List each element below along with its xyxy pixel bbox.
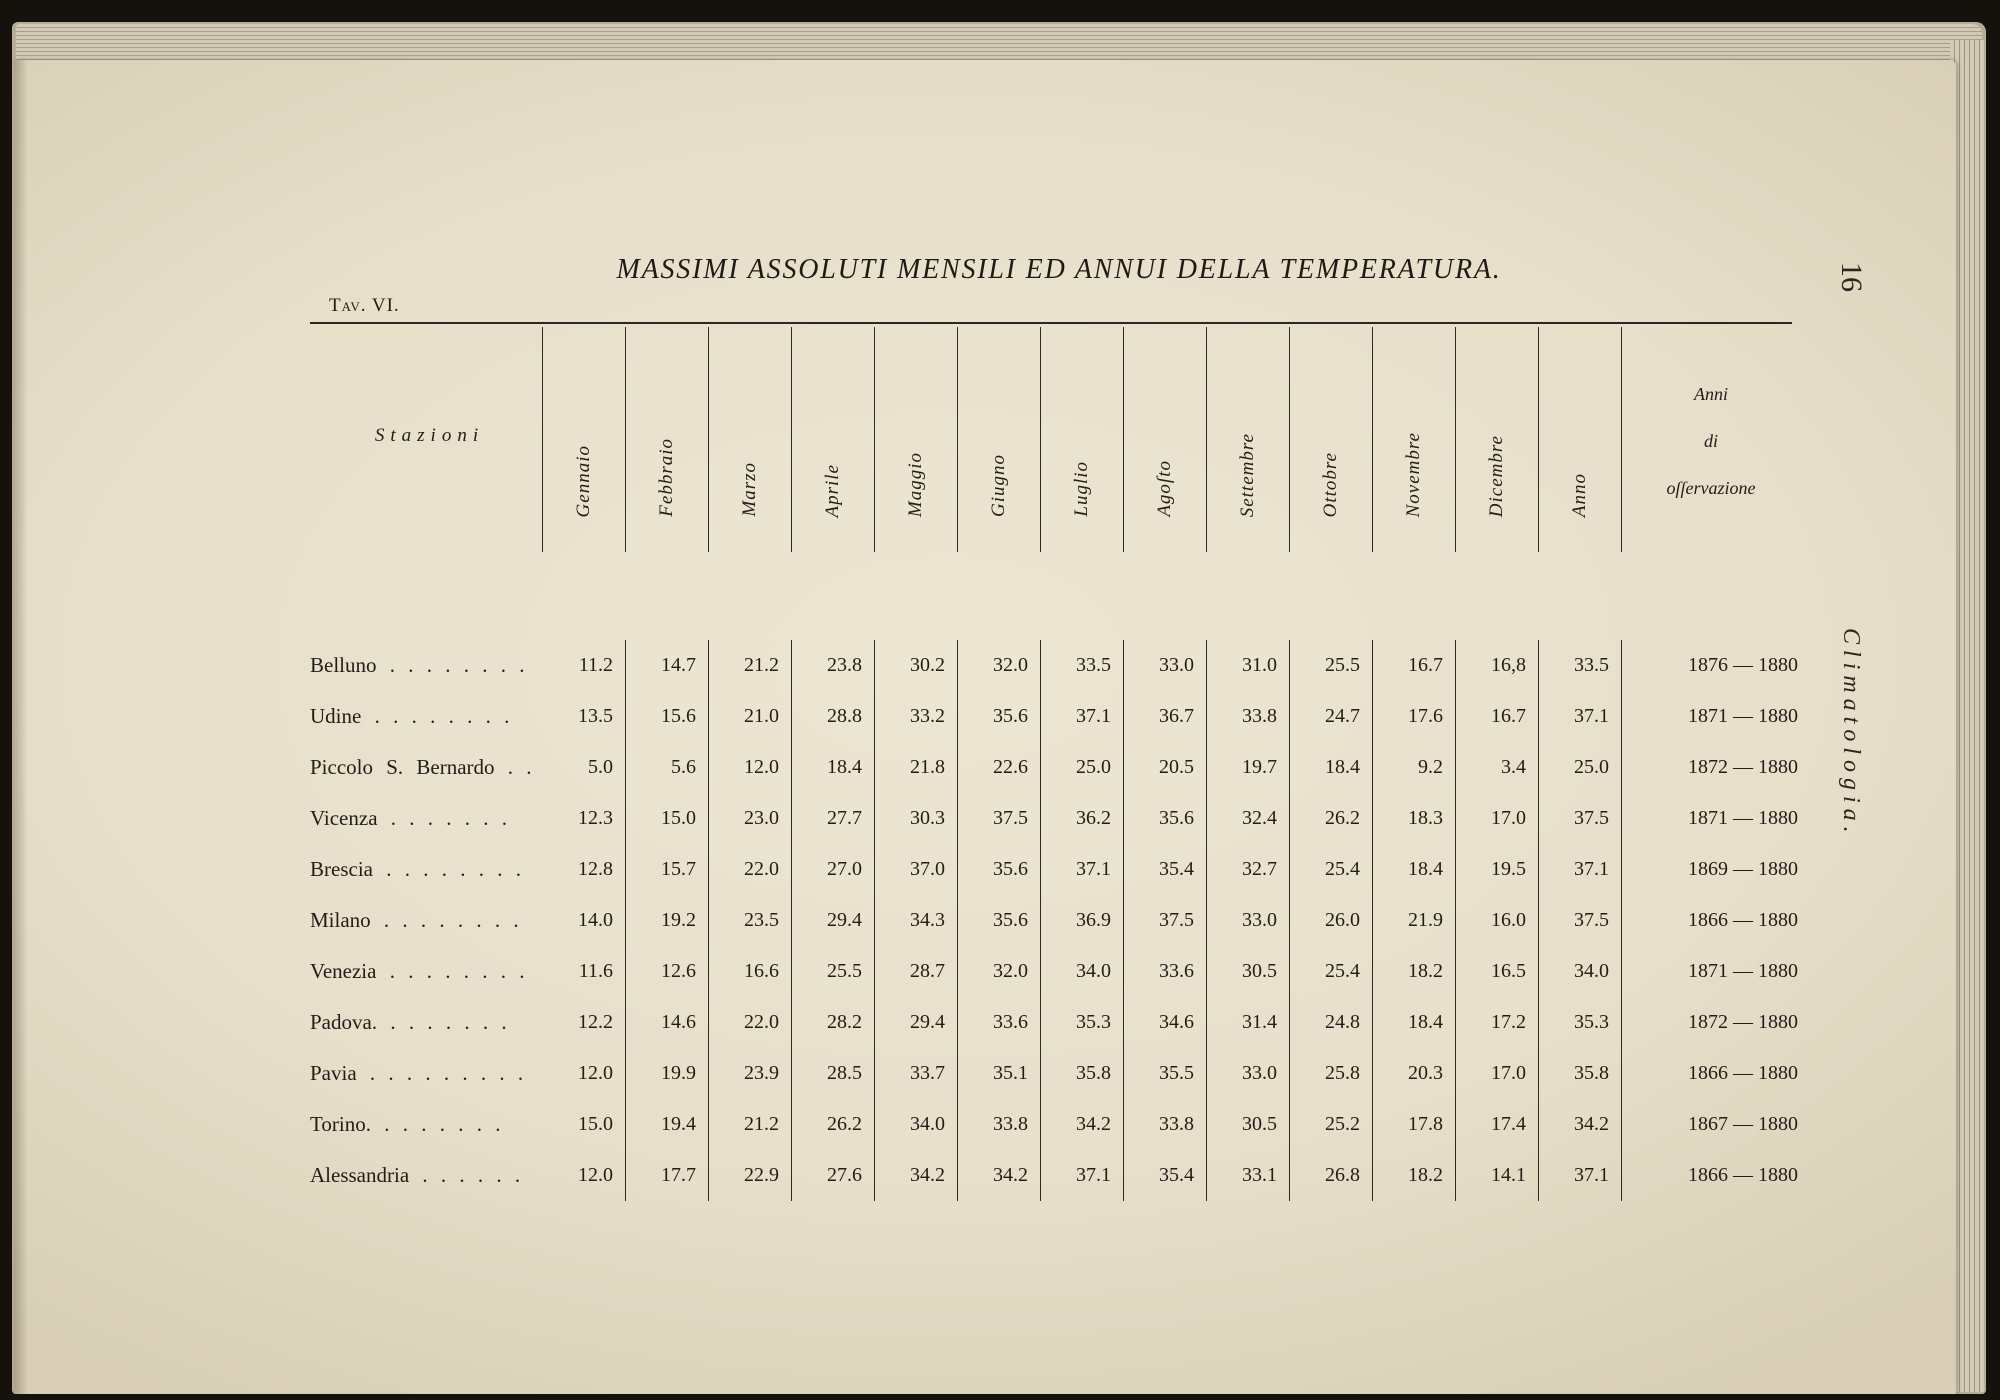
cell-febbraio: 19.4	[626, 1099, 709, 1150]
cell-gennaio: 13.5	[543, 691, 626, 742]
cell-giugno: 37.5	[958, 793, 1041, 844]
column-header-label: Giugno	[988, 454, 1009, 517]
cell-novembre: 20.3	[1373, 1048, 1456, 1099]
cell-maggio: 21.8	[875, 742, 958, 793]
cell-marzo: 22.0	[709, 844, 792, 895]
cell-ottobre: 25.4	[1290, 844, 1373, 895]
table-row	[310, 1150, 1800, 1201]
cell-febbraio: 12.6	[626, 946, 709, 997]
cell-gennaio: 15.0	[543, 1099, 626, 1150]
cell-dicembre: 17.4	[1456, 1099, 1539, 1150]
cell-ottobre: 24.8	[1290, 997, 1373, 1048]
cell-marzo: 23.9	[709, 1048, 792, 1099]
cell-settembre: 33.0	[1207, 895, 1290, 946]
cell-giugno: 35.1	[958, 1048, 1041, 1099]
cell-anno: 35.3	[1539, 997, 1622, 1048]
cell-luglio: 25.0	[1041, 742, 1124, 793]
table-row	[310, 895, 1800, 946]
cell-anno: 34.2	[1539, 1099, 1622, 1150]
column-header-giugno	[958, 327, 1041, 552]
table-row	[310, 691, 1800, 742]
cell-ottobre: 24.7	[1290, 691, 1373, 742]
years-header-line-1: Anni	[1694, 384, 1728, 404]
cell-dicembre: 3.4	[1456, 742, 1539, 793]
observation-years: 1866 — 1880	[1688, 909, 1798, 931]
cell-giugno: 35.6	[958, 895, 1041, 946]
cell-settembre: 32.4	[1207, 793, 1290, 844]
cell-dicembre: 17.2	[1456, 997, 1539, 1048]
table-row	[310, 1099, 1800, 1150]
cell-giugno: 22.6	[958, 742, 1041, 793]
cell-marzo: 21.2	[709, 640, 792, 691]
cell-aprile: 28.8	[792, 691, 875, 742]
cell-ottobre: 25.5	[1290, 640, 1373, 691]
observation-years: 1872 — 1880	[1688, 1011, 1798, 1033]
cell-novembre: 21.9	[1373, 895, 1456, 946]
cell-agosto: 34.6	[1124, 997, 1207, 1048]
cell-febbraio: 17.7	[626, 1150, 709, 1201]
column-header-settembre	[1207, 327, 1290, 552]
station-name: Torino. . . . . . . .	[310, 1112, 501, 1136]
cell-agosto: 35.6	[1124, 793, 1207, 844]
column-header-label: Luglio	[1071, 461, 1092, 517]
cell-anno: 37.1	[1539, 691, 1622, 742]
cell-maggio: 29.4	[875, 997, 958, 1048]
cell-dicembre: 17.0	[1456, 793, 1539, 844]
cell-luglio: 36.9	[1041, 895, 1124, 946]
table-row	[310, 844, 1800, 895]
cell-settembre: 30.5	[1207, 946, 1290, 997]
station-name: Milano . . . . . . . .	[310, 908, 519, 932]
cell-giugno: 33.6	[958, 997, 1041, 1048]
cell-dicembre: 16.7	[1456, 691, 1539, 742]
cell-novembre: 16.7	[1373, 640, 1456, 691]
cell-gennaio: 12.3	[543, 793, 626, 844]
years-header-line-2: di	[1703, 431, 1718, 451]
cell-novembre: 18.2	[1373, 946, 1456, 997]
cell-settembre: 33.0	[1207, 1048, 1290, 1099]
column-header-febbraio	[626, 327, 709, 552]
cell-anno: 37.1	[1539, 1150, 1622, 1201]
station-name: Belluno . . . . . . . .	[310, 653, 525, 677]
cell-luglio: 34.0	[1041, 946, 1124, 997]
cell-gennaio: 11.6	[543, 946, 626, 997]
column-header-label: Ottobre	[1320, 451, 1341, 517]
cell-agosto: 33.8	[1124, 1099, 1207, 1150]
cell-gennaio: 12.0	[543, 1150, 626, 1201]
cell-gennaio: 12.2	[543, 997, 626, 1048]
cell-novembre: 18.4	[1373, 844, 1456, 895]
cell-novembre: 17.6	[1373, 691, 1456, 742]
cell-dicembre: 16.0	[1456, 895, 1539, 946]
column-header-agosto	[1124, 327, 1207, 552]
cell-aprile: 25.5	[792, 946, 875, 997]
cell-anno: 33.5	[1539, 640, 1622, 691]
cell-settembre: 33.1	[1207, 1150, 1290, 1201]
table-number-label: Tav. VI.	[329, 295, 400, 316]
cell-novembre: 9.2	[1373, 742, 1456, 793]
table-row	[310, 742, 1800, 793]
cell-marzo: 21.2	[709, 1099, 792, 1150]
cell-anno: 34.0	[1539, 946, 1622, 997]
cell-settembre: 19.7	[1207, 742, 1290, 793]
cell-giugno: 34.2	[958, 1150, 1041, 1201]
column-header-label: Aprile	[822, 463, 843, 517]
cell-aprile: 18.4	[792, 742, 875, 793]
cell-aprile: 23.8	[792, 640, 875, 691]
observation-years: 1869 — 1880	[1688, 858, 1798, 880]
cell-giugno: 32.0	[958, 946, 1041, 997]
cell-agosto: 35.5	[1124, 1048, 1207, 1099]
cell-agosto: 20.5	[1124, 742, 1207, 793]
cell-marzo: 23.0	[709, 793, 792, 844]
cell-ottobre: 25.4	[1290, 946, 1373, 997]
cell-ottobre: 26.0	[1290, 895, 1373, 946]
table-row	[310, 793, 1800, 844]
observation-years: 1871 — 1880	[1688, 807, 1798, 829]
column-header-label: Settembre	[1237, 432, 1258, 517]
cell-aprile: 29.4	[792, 895, 875, 946]
cell-novembre: 18.3	[1373, 793, 1456, 844]
cell-ottobre: 25.2	[1290, 1099, 1373, 1150]
cell-agosto: 35.4	[1124, 844, 1207, 895]
station-name: Udine . . . . . . . .	[310, 704, 510, 728]
observation-years: 1876 — 1880	[1688, 654, 1798, 676]
observation-years: 1866 — 1880	[1688, 1062, 1798, 1084]
cell-aprile: 28.2	[792, 997, 875, 1048]
column-header-label: Dicembre	[1486, 434, 1507, 517]
cell-marzo: 22.9	[709, 1150, 792, 1201]
cell-maggio: 37.0	[875, 844, 958, 895]
cell-gennaio: 5.0	[543, 742, 626, 793]
cell-febbraio: 15.6	[626, 691, 709, 742]
column-header-ottobre	[1290, 327, 1373, 552]
column-header-label: Anno	[1569, 472, 1590, 517]
cell-gennaio: 12.8	[543, 844, 626, 895]
cell-anno: 37.5	[1539, 793, 1622, 844]
cell-maggio: 34.2	[875, 1150, 958, 1201]
cell-ottobre: 18.4	[1290, 742, 1373, 793]
station-name: Piccolo S. Bernardo . .	[310, 755, 532, 779]
cell-aprile: 27.6	[792, 1150, 875, 1201]
column-header-label: Gennaio	[573, 444, 594, 517]
header-rule	[310, 322, 1792, 324]
column-header-aprile	[792, 327, 875, 552]
station-column-header	[310, 327, 543, 552]
column-header-label: Marzo	[739, 462, 760, 517]
column-header-label: Maggio	[905, 451, 926, 517]
cell-novembre: 18.2	[1373, 1150, 1456, 1201]
cell-novembre: 18.4	[1373, 997, 1456, 1048]
cell-giugno: 33.8	[958, 1099, 1041, 1150]
station-name: Brescia . . . . . . . .	[310, 857, 521, 881]
station-name: Venezia . . . . . . . .	[310, 959, 525, 983]
running-head: Climatologia.	[1838, 628, 1864, 839]
table-row	[310, 1048, 1800, 1099]
cell-gennaio: 12.0	[543, 1048, 626, 1099]
cell-aprile: 28.5	[792, 1048, 875, 1099]
observation-years: 1871 — 1880	[1688, 960, 1798, 982]
cell-giugno: 35.6	[958, 691, 1041, 742]
cell-marzo: 21.0	[709, 691, 792, 742]
cell-dicembre: 17.0	[1456, 1048, 1539, 1099]
cell-marzo: 23.5	[709, 895, 792, 946]
table-row	[310, 997, 1800, 1048]
years-column-header	[1622, 327, 1800, 552]
cell-gennaio: 14.0	[543, 895, 626, 946]
cell-anno: 35.8	[1539, 1048, 1622, 1099]
observation-years: 1866 — 1880	[1688, 1164, 1798, 1186]
cell-novembre: 17.8	[1373, 1099, 1456, 1150]
cell-agosto: 33.0	[1124, 640, 1207, 691]
cell-maggio: 30.2	[875, 640, 958, 691]
column-header-luglio	[1041, 327, 1124, 552]
cell-luglio: 35.3	[1041, 997, 1124, 1048]
cell-febbraio: 19.2	[626, 895, 709, 946]
cell-dicembre: 19.5	[1456, 844, 1539, 895]
cell-febbraio: 15.7	[626, 844, 709, 895]
cell-febbraio: 14.7	[626, 640, 709, 691]
table-header	[310, 327, 1800, 552]
cell-anno: 37.5	[1539, 895, 1622, 946]
cell-luglio: 36.2	[1041, 793, 1124, 844]
stazioni-header-label: Stazioni	[374, 425, 485, 446]
cell-settembre: 30.5	[1207, 1099, 1290, 1150]
cell-luglio: 34.2	[1041, 1099, 1124, 1150]
table-row	[310, 946, 1800, 997]
cell-agosto: 36.7	[1124, 691, 1207, 742]
cell-luglio: 35.8	[1041, 1048, 1124, 1099]
column-header-novembre	[1373, 327, 1456, 552]
column-header-maggio	[875, 327, 958, 552]
years-header-line-3: oſſervazione	[1666, 478, 1756, 498]
cell-luglio: 37.1	[1041, 691, 1124, 742]
cell-anno: 37.1	[1539, 844, 1622, 895]
column-header-label: Febbraio	[656, 438, 677, 517]
cell-febbraio: 15.0	[626, 793, 709, 844]
years-header-label	[1622, 371, 1800, 512]
cell-maggio: 33.2	[875, 691, 958, 742]
cell-maggio: 33.7	[875, 1048, 958, 1099]
cell-ottobre: 25.8	[1290, 1048, 1373, 1099]
cell-aprile: 26.2	[792, 1099, 875, 1150]
cell-marzo: 12.0	[709, 742, 792, 793]
page-title: MASSIMI ASSOLUTI MENSILI ED ANNUI DELLA TEMPERATURA.	[616, 254, 1502, 285]
cell-settembre: 31.0	[1207, 640, 1290, 691]
observation-years: 1872 — 1880	[1688, 756, 1798, 778]
cell-luglio: 37.1	[1041, 844, 1124, 895]
column-header-label: Novembre	[1403, 431, 1424, 517]
cell-agosto: 33.6	[1124, 946, 1207, 997]
page-fold-shadow	[14, 60, 28, 1394]
cell-agosto: 37.5	[1124, 895, 1207, 946]
station-name: Alessandria . . . . . .	[310, 1163, 521, 1187]
page-number: 16	[1835, 262, 1868, 292]
column-header-dicembre	[1456, 327, 1539, 552]
cell-luglio: 33.5	[1041, 640, 1124, 691]
cell-febbraio: 14.6	[626, 997, 709, 1048]
column-header-marzo	[709, 327, 792, 552]
cell-dicembre: 16,8	[1456, 640, 1539, 691]
station-name: Pavia . . . . . . . . .	[310, 1061, 524, 1085]
cell-maggio: 34.3	[875, 895, 958, 946]
observation-years: 1871 — 1880	[1688, 705, 1798, 727]
column-header-label: Agoſto	[1154, 460, 1175, 517]
cell-maggio: 34.0	[875, 1099, 958, 1150]
column-header-gennaio	[543, 327, 626, 552]
cell-ottobre: 26.8	[1290, 1150, 1373, 1201]
cell-giugno: 32.0	[958, 640, 1041, 691]
cell-settembre: 32.7	[1207, 844, 1290, 895]
table-row	[310, 640, 1800, 691]
cell-febbraio: 5.6	[626, 742, 709, 793]
table-body	[310, 640, 1800, 1201]
cell-dicembre: 16.5	[1456, 946, 1539, 997]
cell-settembre: 31.4	[1207, 997, 1290, 1048]
cell-maggio: 28.7	[875, 946, 958, 997]
cell-agosto: 35.4	[1124, 1150, 1207, 1201]
cell-anno: 25.0	[1539, 742, 1622, 793]
cell-gennaio: 11.2	[543, 640, 626, 691]
cell-aprile: 27.7	[792, 793, 875, 844]
cell-marzo: 16.6	[709, 946, 792, 997]
station-name: Vicenza . . . . . . .	[310, 806, 508, 830]
cell-ottobre: 26.2	[1290, 793, 1373, 844]
cell-febbraio: 19.9	[626, 1048, 709, 1099]
station-name: Padova. . . . . . . .	[310, 1010, 507, 1034]
cell-settembre: 33.8	[1207, 691, 1290, 742]
cell-maggio: 30.3	[875, 793, 958, 844]
cell-aprile: 27.0	[792, 844, 875, 895]
cell-luglio: 37.1	[1041, 1150, 1124, 1201]
observation-years: 1867 — 1880	[1688, 1113, 1798, 1135]
cell-giugno: 35.6	[958, 844, 1041, 895]
cell-dicembre: 14.1	[1456, 1150, 1539, 1201]
column-header-anno	[1539, 327, 1622, 552]
cell-marzo: 22.0	[709, 997, 792, 1048]
